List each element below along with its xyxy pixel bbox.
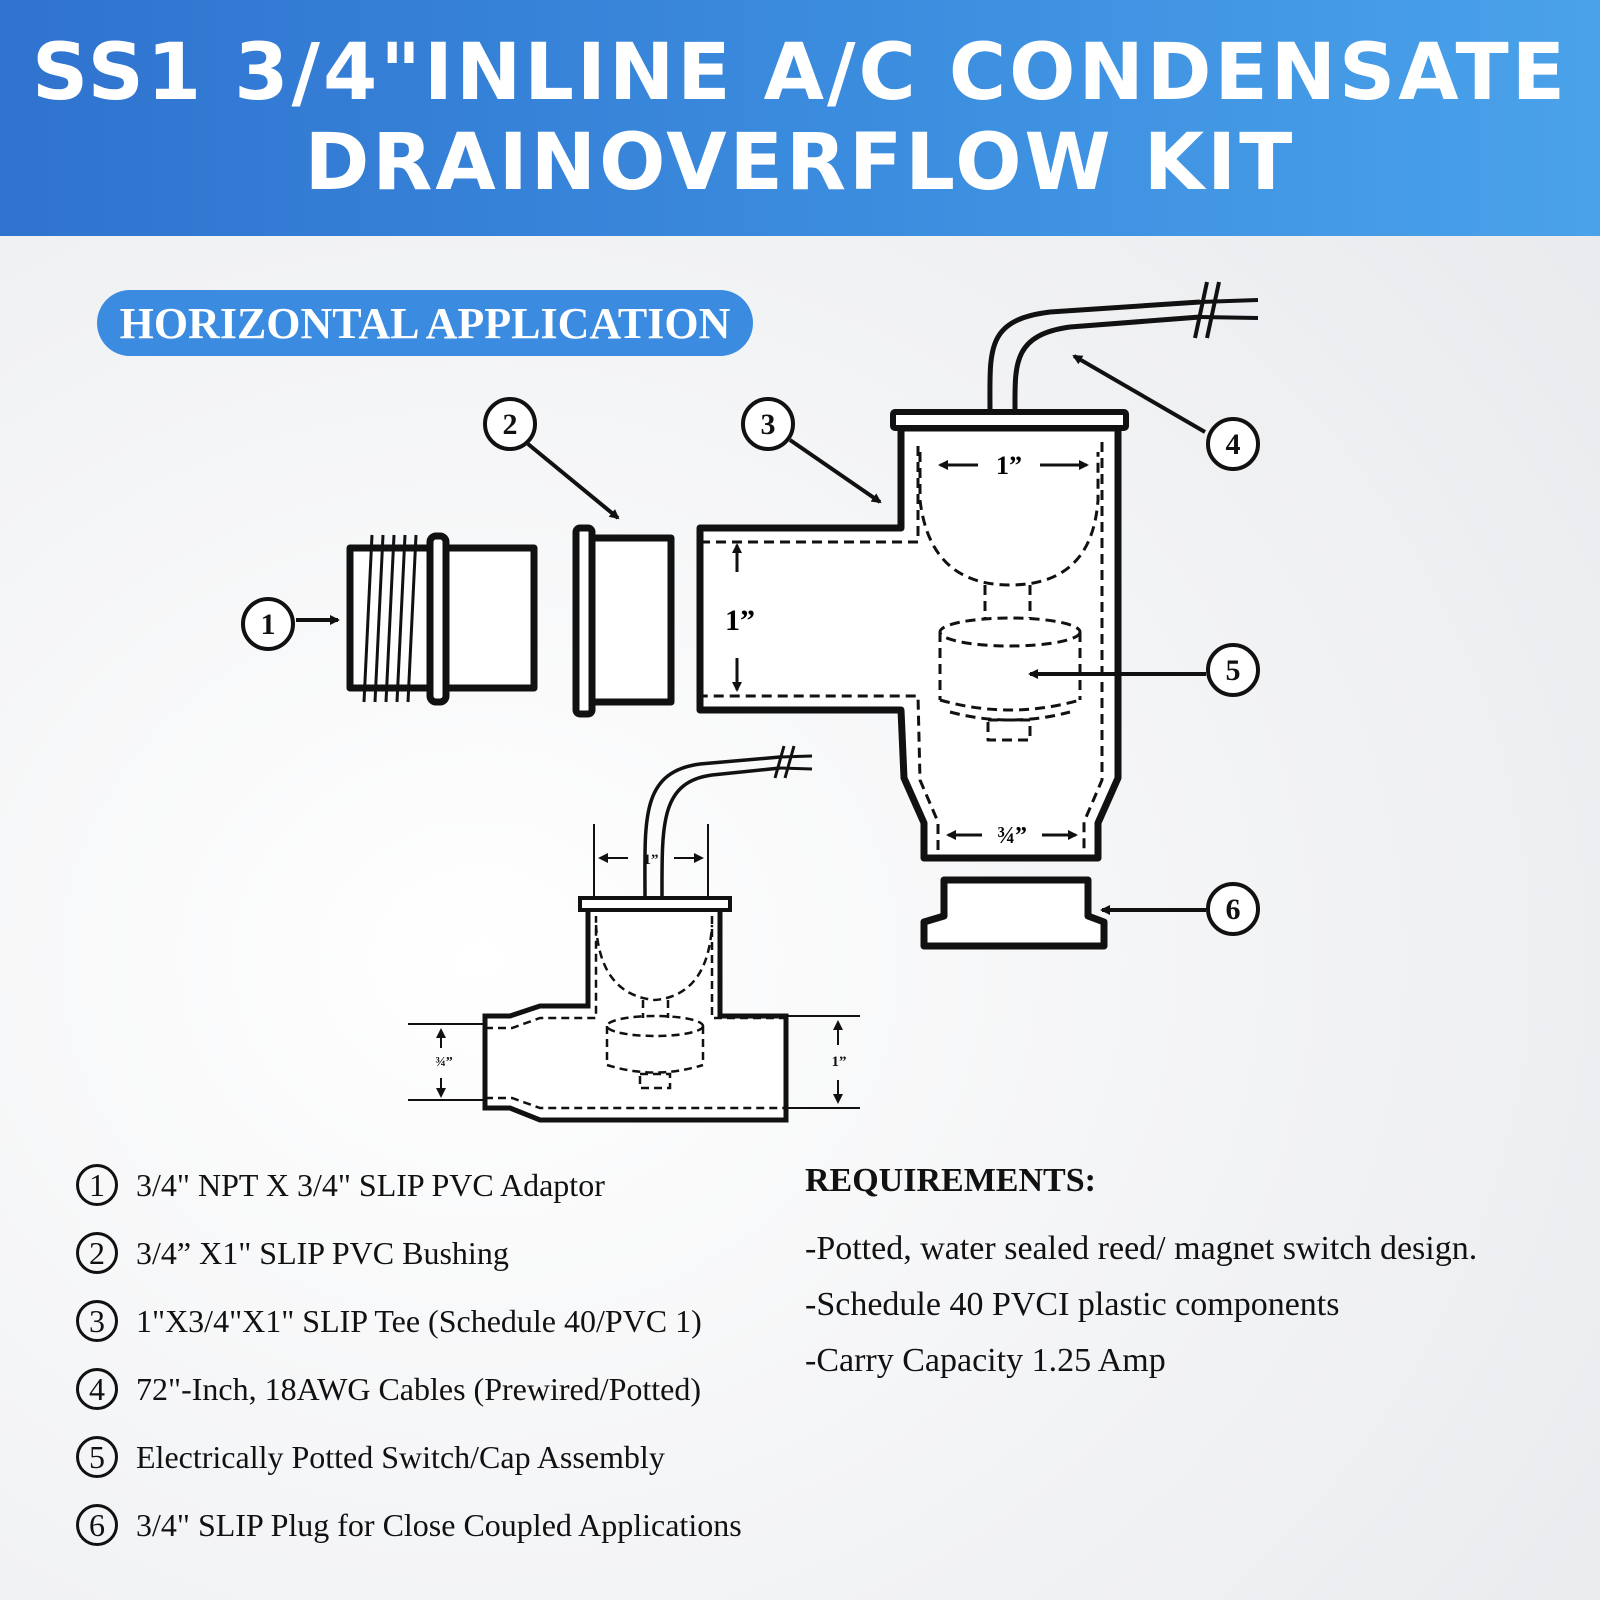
page-title-line-2: DRAINOVERFLOW KIT bbox=[304, 118, 1296, 208]
callout-3: 3 bbox=[760, 408, 776, 441]
part-number-badge: 3 bbox=[76, 1300, 118, 1342]
dim-main-bottom: ¾” bbox=[997, 823, 1027, 849]
part-description: 72"-Inch, 18AWG Cables (Prewired/Potted) bbox=[136, 1370, 702, 1407]
part-description: 1"X3/4"X1" SLIP Tee (Schedule 40/PVC 1) bbox=[136, 1302, 702, 1339]
slip-tee-part bbox=[700, 428, 1118, 858]
dim-small-top: 1” bbox=[643, 852, 659, 868]
part-number-badge: 2 bbox=[76, 1232, 118, 1274]
dim-small-right: 1” bbox=[831, 1054, 847, 1070]
dim-small-left: ¾” bbox=[435, 1055, 453, 1070]
horizontal-application-badge: HORIZONTAL APPLICATION bbox=[97, 290, 753, 356]
requirement-item: -Carry Capacity 1.25 Amp bbox=[805, 1342, 1166, 1379]
page-title-line-1: SS1 3/4"INLINE A/C CONDENSATE bbox=[31, 28, 1569, 118]
part-number-badge: 6 bbox=[76, 1504, 118, 1546]
callout-5: 5 bbox=[1225, 654, 1241, 687]
part-row-4 bbox=[76, 1364, 701, 1414]
requirements-title: REQUIREMENTS: bbox=[805, 1162, 1096, 1199]
callout-2: 2 bbox=[502, 408, 518, 441]
callout-4: 4 bbox=[1225, 428, 1241, 461]
part-row-6 bbox=[76, 1500, 742, 1550]
part-number-badge: 4 bbox=[76, 1368, 118, 1410]
part-description: 3/4" SLIP Plug for Close Coupled Applications bbox=[136, 1506, 742, 1543]
dim-main-top: 1” bbox=[996, 451, 1022, 480]
part-description: 3/4” X1" SLIP PVC Bushing bbox=[136, 1234, 509, 1271]
part-row-1 bbox=[76, 1160, 605, 1210]
callout-1: 1 bbox=[260, 608, 276, 641]
requirement-item: -Potted, water sealed reed/ magnet switch design. bbox=[805, 1230, 1478, 1267]
part-row-3 bbox=[76, 1296, 702, 1346]
part-description: Electrically Potted Switch/Cap Assembly bbox=[136, 1438, 665, 1475]
callout-6: 6 bbox=[1225, 893, 1241, 926]
assembled-tee-drawing bbox=[485, 746, 812, 1120]
dim-main-side: 1” bbox=[725, 604, 755, 637]
part-description: 3/4" NPT X 3/4" SLIP PVC Adaptor bbox=[136, 1166, 605, 1203]
part-number-badge: 5 bbox=[76, 1436, 118, 1478]
slip-plug-part bbox=[924, 880, 1104, 946]
part-number-badge: 1 bbox=[76, 1164, 118, 1206]
part-row-5 bbox=[76, 1432, 665, 1482]
part-row-2 bbox=[76, 1228, 509, 1278]
npt-adaptor-part bbox=[350, 535, 534, 702]
pvc-bushing-part bbox=[576, 528, 671, 714]
requirement-item: -Schedule 40 PVCI plastic components bbox=[805, 1286, 1340, 1323]
